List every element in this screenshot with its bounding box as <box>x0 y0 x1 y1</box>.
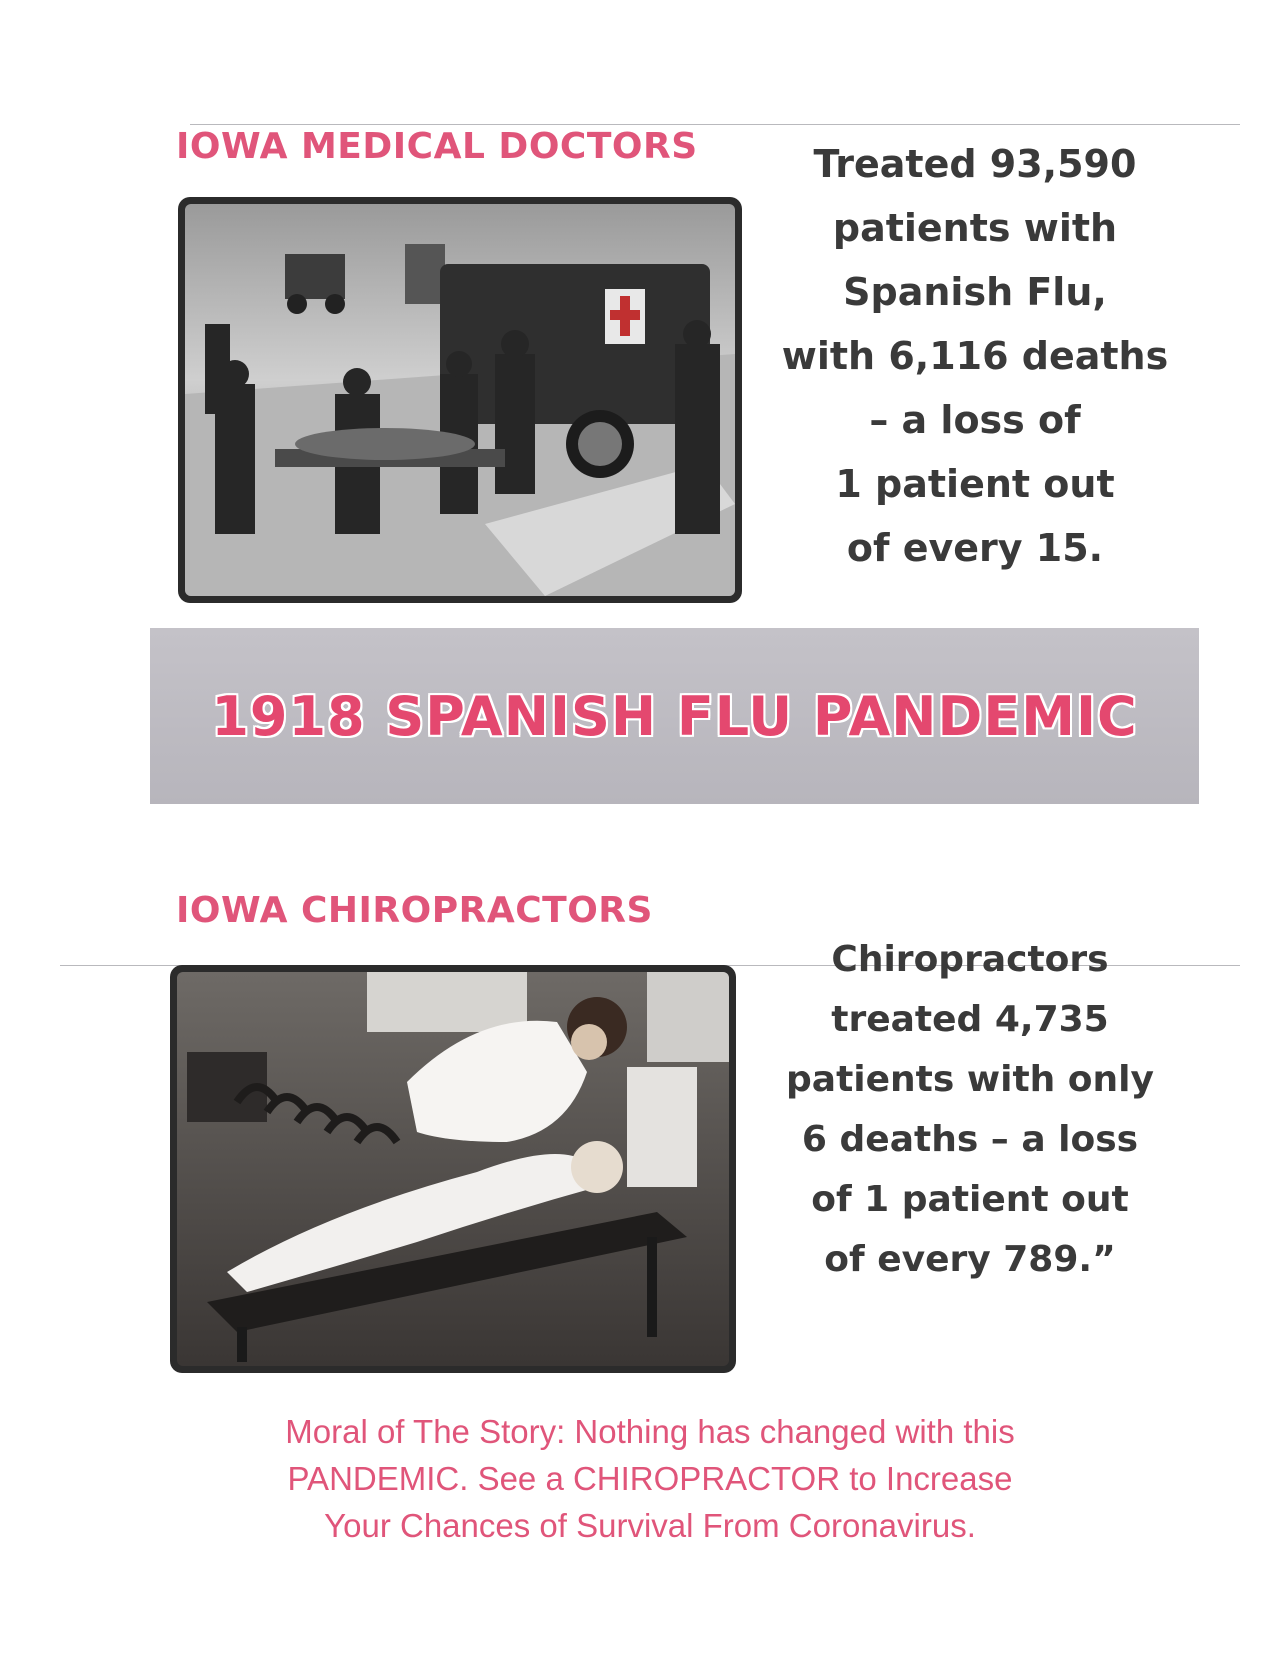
stat-line: Chiropractors <box>831 939 1109 980</box>
chiropractic-photo-image <box>177 972 729 1366</box>
moral-line: Moral of The Story: Nothing has changed with this <box>285 1413 1015 1450</box>
pandemic-banner <box>150 628 1199 804</box>
stat-line: patients with only <box>786 1059 1154 1100</box>
stat-line: 1 patient out <box>835 462 1115 506</box>
banner-title: 1918 SPANISH FLU PANDEMIC <box>211 684 1138 748</box>
stat-line: treated 4,735 <box>831 999 1109 1040</box>
chiropractors-heading: IOWA CHIROPRACTORS <box>176 890 653 931</box>
stat-line: with 6,116 deaths <box>781 334 1169 378</box>
stat-line: of every 789.” <box>824 1239 1116 1280</box>
stat-line: of 1 patient out <box>811 1179 1129 1220</box>
moral-line: PANDEMIC. See a CHIROPRACTOR to Increase <box>287 1460 1013 1497</box>
stat-line: 6 deaths – a loss <box>801 1119 1139 1160</box>
ambulance-photo <box>178 197 742 603</box>
stat-line: of every 15. <box>846 526 1104 570</box>
medical-doctors-statistics <box>730 132 1220 580</box>
stat-line: – a loss of <box>869 398 1081 442</box>
medical-doctors-heading: IOWA MEDICAL DOCTORS <box>176 126 698 167</box>
scan-line-top <box>190 124 1240 125</box>
stat-line: Treated 93,590 <box>813 142 1137 186</box>
chiropractors-statistics <box>730 930 1210 1290</box>
stat-line: Spanish Flu, <box>843 270 1107 314</box>
stat-line: patients with <box>832 206 1118 250</box>
moral-line: Your Chances of Survival From Coronavirus. <box>324 1507 976 1544</box>
moral-of-story <box>150 1408 1150 1549</box>
ambulance-photo-image <box>185 204 735 596</box>
chiropractic-photo <box>170 965 736 1373</box>
